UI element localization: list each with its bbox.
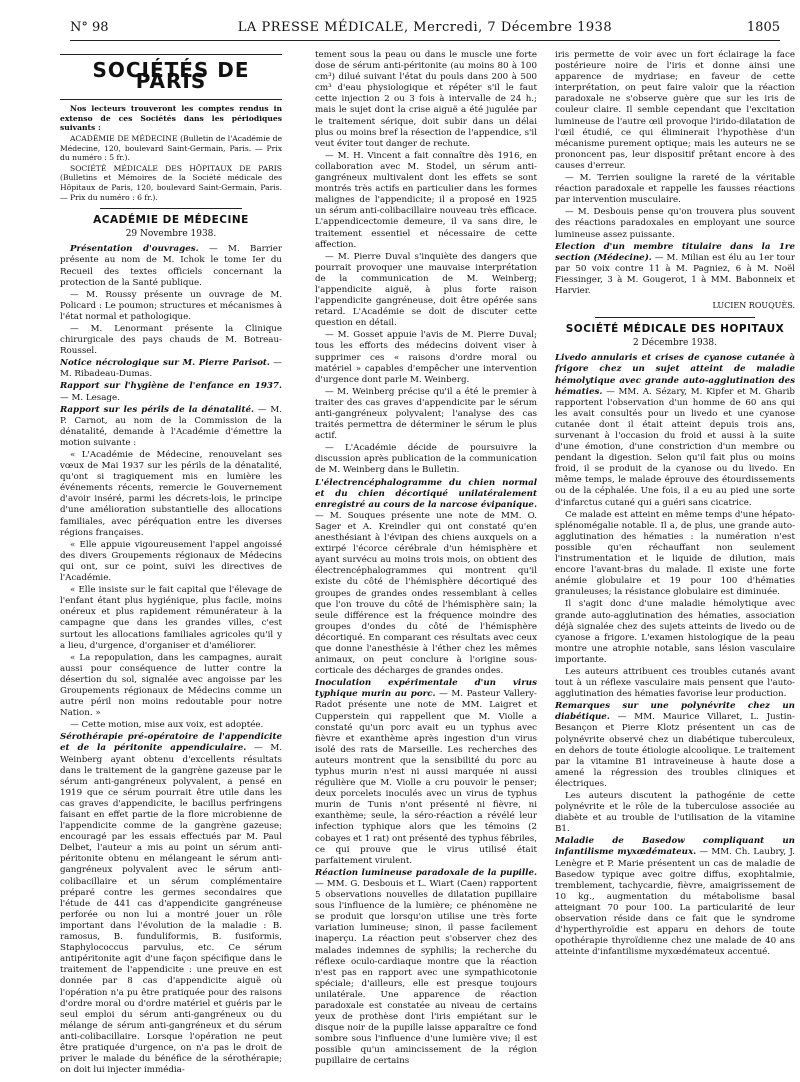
paragraph-heading: Présentation d'ouvrages. [70, 244, 199, 255]
intro-note: Nos lecteurs trouveront les comptes rendus in extenso de ces Sociétés dans les périodiques suivants : [60, 104, 282, 133]
paragraph-heading: Notice nécrologique sur M. Pierre Parisot. [60, 358, 270, 369]
paragraph: — M. Terrien souligne la rareté de la véritable réaction paradoxale et rappelle les fausses réactions par intervention musculaire. [555, 173, 795, 206]
paragraph [60, 381, 282, 403]
page-number: 1805 [746, 20, 780, 35]
paragraph [60, 405, 282, 449]
divider [60, 99, 282, 100]
ref-hopitaux: SOCIÉTÉ MÉDICALE DES HÔPITAUX DE PARIS (Bulletins et Mémoires de la Société médicale des Hôpitaux de Paris, 120, boulevard Saint-Germain, Paris. — Prix du numéro : 6 fr.). [60, 163, 282, 202]
section-title: ACADÉMIE DE MÉDECINE [93, 214, 249, 227]
column-2 [315, 50, 537, 1075]
paragraph-heading: Inoculation expérimentale d'un virus typhique murin au porc. [315, 678, 537, 700]
paragraph: tement sous la peau ou dans le muscle une forte dose de sérum anti-péritonite (au moins 80 à 100 cm³) dilué suivant l'état du pouls dans 200 à 500 cm³ d'eau physiologique et répéter s'il le faut cette injection 2 ou 3 fois à intervalle de 24 h.; mais le sujet dont la crise aiguë a été jugulée par le traitement sérique, doit subir dans un délai plus ou moins bref la résection de l'appendice, s'il veut éviter tout danger de rechute. [315, 50, 537, 149]
paragraph: — L'Académie décide de poursuivre la discussion après publication de la communication de M. Weinberg dans le Bulletin. [315, 443, 537, 476]
paragraph-heading: Rapport sur les périls de la dénatalité. [60, 404, 255, 415]
paragraph-text: — M. Pasteur Vallery-Radot présente une note de MM. Laigret et Cupperstein qui rappellent que M. Violle a constaté qu'un porc avait eu un typhus avec fièvre et exanthème après ingestion d'un virus isolé des rats de Marseille. Les recherches des auteurs montrent que la sensibilité du porc au typhus murin n'est ni aussi marquée ni aussi régulière que M. Violle a cru pouvoir le penser; deux porcelets inoculés avec un virus de typhus murin de Tunis n'ont présenté ni fièvre, ni exanthème; seule, la séro-réaction a révélé leur infection typhique alors que les témoins (2 cobayes et 1 rat) ont présenté des typhus fébriles, ce qui prouve que le virus utilisé était parfaitement virulent. [315, 689, 537, 866]
paragraph [315, 868, 537, 1068]
paragraph: « L'Académie de Médecine, renouvelant ses vœux de Mai 1937 sur les périls de la dénatalité, qu'ont si tragiquement mis en lumière les événements récents, remercie le Gouvernement d'avoir inséré, parmi les décrets-lois, le principe d'une amélioration substantielle des allocations familiales, avec péréquation entre les diverses régions françaises. [60, 450, 282, 538]
divider [100, 208, 242, 209]
paragraph-text: — M. Barrier présente au nom de M. Ichok le tome Ier du Recueil des textes officiels concernant la protection de la Santé publique. [60, 244, 282, 288]
paragraph: iris permette de voir avec un fort éclairage la face postérieure noire de l'iris et donne ainsi une apparence de mydriase; en faveur de cette interprétation, on peut faire valoir que la réaction paradoxale ne s'observe guère que sur les iris de couleur claire. Il semble cependant que l'excitation lumineuse de l'autre œil provoque l'irido-dilatation de l'œil étudié, ce qui éliminerait l'hypothèse d'un mécanisme purement optique; mais les auteurs ne se prononcent pas, leur dispositif prêtant encore à des causes d'erreur. [555, 50, 795, 171]
paragraph-heading: Sérothérapie pré-opératoire de l'appendicite et de la péritonite appendiculaire. [60, 732, 282, 754]
issue-number: N° 98 [70, 20, 109, 35]
paragraph: « Elle insiste sur le fait capital que l'élevage de l'enfant étant plus hygiénique, plus facile, moins onéreux et plus rapidement rémunérateur à la campagne que dans les grandes villes, c'est surtout les allocations familiales agricoles qu'il y a lieu, d'urgence, d'organiser et d'améliorer. [60, 585, 282, 651]
paragraph: — M. Roussy présente un ouvrage de M. Policard : Le poumon; structures et mécanismes à l'état normal et pathologique. [60, 289, 282, 322]
paragraph: « Elle appuie vigoureusement l'appel angoissé des divers Groupements régionaux de Médecins qui ont, sur ce point, suivi les directives de l'Académie. [60, 539, 282, 584]
paragraph: Ce malade est atteint en même temps d'une hépato-splénomégalie notable. Il a, de plus, une grande auto-agglutination des hématies : la numération n'est possible qu'en réchauffant non seulement l'instrumentation et le liquide de dilution, mais encore l'avant-bras du malade. Il existe une forte anémie globulaire et 19 pour 100 d'hématies granuleuses; la résistance globulaire est diminuée. [555, 509, 795, 598]
paragraph: — M. Pierre Duval s'inquiète des dangers que pourrait provoquer une mauvaise interprétation de la communication de M. Weinberg; l'appendicite aiguë, à plus forte raison l'appendicite gangréneuse, doit être opérée sans retard. L'Académie se doit de discuter cette question en détail. [315, 251, 537, 329]
paragraph: Les auteurs discutent la pathogénie de cette polynévrite et le rôle de la tuberculose associée au diabète et au trouble de l'utilisation de la vitamine B1. [555, 791, 795, 835]
paragraph [60, 358, 282, 380]
paragraph-text: — M. P. Carnot, au nom de la Commission de la dénatalité, demande à l'Académie d'émettre la motion suivante : [60, 404, 282, 448]
paragraph [555, 353, 795, 508]
signature: LUCIEN ROUQUÈS. [712, 301, 795, 311]
paragraph-heading: L'électrencéphalogramme du chien normal et du chien décortiqué unilatéralement enregistré au cours de la narcose évipanique. [315, 477, 537, 510]
paragraph-heading: Livedo annularis et crises de cyanose cutanée à frigore chez un sujet atteint de maladie hémolytique avec grande auto-agglutination des hématies. [555, 353, 795, 397]
main-title: SOCIÉTÉS DE PARIS [92, 58, 250, 94]
divider [595, 317, 755, 318]
paragraph [60, 732, 282, 1075]
paragraph-heading: Remarques sur une polynévrite chez un diabétique. [555, 701, 795, 723]
divider [60, 54, 282, 55]
section-date: 29 Novembre 1938. [125, 229, 217, 240]
paragraph [555, 836, 795, 958]
paragraph: — M. Gosset appuie l'avis de M. Pierre Duval; tous les efforts des médecins doivent viser à supprimer ces « raisons d'ordre moral ou matériel » capables d'empêcher une intervention d'urgence dont parle M. Weinberg. [315, 330, 537, 385]
paragraph-text: — MM. G. Desbouis et L. Wiart (Caen) rapportent 5 observations nouvelles de dilatation pupillaire sous l'influence de la lumière; ce phénomène ne se produit que lorsqu'on utilise une très forte variation lumineuse; sinon, il passe facilement inaperçu. La réaction peut s'observer chez des malades indemnes de syphilis; la recherche du réflexe oculo-cardiaque montre que la réaction n'est pas en rapport avec une sympathicotonie spéciale; d'ailleurs, elle est presque toujours unilatérale. Une apparence de réaction paradoxale est constatée au niveau de certains yeux de prothèse dont l'iris empiétant sur le disque noir de la pupille laisse apparaître ce fond sombre sous l'influence d'une lumière vive; il est possible qu'un amincissement de la région pupillaire de certains [315, 878, 537, 1067]
paragraph [555, 701, 795, 790]
paragraph-text: — M. Souques présente une note de MM. O. Sager et A. Kreindler qui ont constaté qu'en anesthésiant à l'évipan des chiens auxquels on a extirpé l'écorce cérébrale d'un hémisphère et ayant survécu au moins trois mois, on obtient des électrencéphalogrammes qui montrent qu'il existe du côté de l'hémisphère décortiqué des groupes de grandes ondes ressemblant à celles que l'on trouve du côté de l'hémisphère sain; la seule différence est la fréquence moindre des groupes d'ondes du côté de l'hémisphère décortiqué. En comparant ces résultats avec ceux que donne l'anesthésie à l'éther chez les mêmes animaux, on peut conclure à l'origine sous-corticale des décharges de grandes ondes. [315, 510, 537, 677]
ref-academie: ACADÉMIE DE MÉDECINE (Bulletin de l'Académie de Médecine, 120, boulevard Saint-Germain, Paris. — Prix du numéro : 5 fr.). [60, 133, 282, 163]
page-header [70, 18, 780, 41]
paragraph [555, 242, 795, 297]
section-title: SOCIÉTÉ MÉDICALE DES HOPITAUX [565, 323, 785, 336]
section-date: 2 Décembre 1938. [632, 338, 718, 349]
paragraph: — M. Weinberg précise qu'il a été le premier à traiter des cas graves d'appendicite par le sérum anti-gangréneux polyvalent; l'analyse des cas traités permettra de déterminer le sérum le plus actif. [315, 386, 537, 442]
paragraph: — M. Desbouis pense qu'on trouvera plus souvent des réactions paradoxales en employant une source lumineuse assez puissante. [555, 207, 795, 240]
paragraph-text: — MM. Maurice Villaret, L. Justin-Besançon et Pierre Klotz présentent un cas de polynévrite observé chez un diabétique tuberculeux, en dehors de toute étiologie alcoolique. Le traitement par la vitamine B1 intraveineuse à haute dose a amené la régression des troubles cliniques et électriques. [555, 712, 795, 789]
paragraph-text: — MM. A. Sézary, M. Kipfer et M. Gharib rapportent l'observation d'un homme de 60 ans qui les avait consultés pour un livedo et une cyanose cutanée dont il était atteint depuis trois ans, survenant à l'occasion du froid et aussi à la suite d'une émotion, d'une constriction d'un membre ou pendant la digestion. Selon qu'il fait plus ou moins froid, il se produit de la cyanose ou du livedo. En même temps, le malade éprouve des étourdissements ou de la céphalée. Une fois, il a eu au pied une sorte d'infarctus cutané qui a guéri sans cicatrice. [555, 386, 795, 508]
paragraph-text: — M. Lesage. [60, 392, 120, 403]
paragraph: « La repopulation, dans les campagnes, aurait aussi pour conséquence de lutter contre la désertion du sol, signalée avec angoisse par les Groupements régionaux de Médecins comme un autre péril non moins redoutable pour notre Nation. » [60, 652, 282, 719]
paragraph-heading: Maladie de Basedow compliquant un infantilisme myxœdémateux. [555, 836, 795, 858]
paragraph: Les auteurs attribuent ces troubles cutanés avant tout à un réflexe vasculaire mais pensent que l'auto-agglutination des hématies favorise leur production. [555, 666, 795, 700]
column-3 [555, 50, 795, 1075]
column-1 [60, 50, 282, 1075]
paragraph-heading: Election d'un membre titulaire dans la 1re section (Médecine). [555, 241, 795, 263]
paragraph [60, 244, 282, 288]
paragraph-heading: Rapport sur l'hygiène de l'enfance en 1937. [60, 381, 282, 392]
paragraph-text: — M. Weinberg ayant obtenu d'excellents résultats dans le traitement de la gangrène gazeuse par le sérum anti-gangréneux polyvalent, a pensé en 1919 que ce sérum pourrait être utile dans les cas graves d'appendicite, le bacillus perfringens faisant en effet partie de la flore microbienne de l'appendicite comme de la gangrène gazeuse; encouragé par les essais effectués par M. Paul Delbet, l'auteur a mis au point un sérum anti-péritonite obtenu en mélangeant le sérum anti-gangréneux polyvalent avec le sérum anti-colibacillaire et un sérum complémentaire préparé contre les germes secondaires que l'étude de 441 cas d'appendicite gangréneuse perforée ou non lui a montré jouer un rôle important dans l'évolution de la maladie : B. ramosus, B. funduliformis, B. fusiformis, Staphylococcus parvulus, etc. Ce sérum antipéritonite agit d'une façon spécifique dans le traitement de l'appendicite : une preuve en est donnée par 8 cas d'appendicite aiguë où l'opération n'a pu être pratiquée pour des raisons d'ordre moral ou d'ordre matériel et guéris par le seul emploi du sérum anti-gangréneux ou du mélange de sérum anti-gangréneux et du sérum anti-colibacillaire. Lorsque l'opération ne peut être pratiquée d'urgence, on n'a pas le droit de priver le malade du bénéfice de la sérothérapie; on doit lui injecter immédia- [60, 743, 282, 1075]
paragraph [315, 478, 537, 678]
paragraph: Il s'agit donc d'une maladie hémolytique avec grande auto-agglutination des hématies, association déjà signalée chez des sujets atteints de livedo ou de cyanose a frigore. L'examen histologique de la peau montre une atrophie notable, sans lésion vasculaire importante. [555, 599, 795, 665]
paragraph-heading: Réaction lumineuse paradoxale de la pupille. [315, 867, 537, 878]
paragraph-text: — M. Ribadeau-Dumas. [60, 358, 282, 380]
paragraph: — M. Lenormant présente la Clinique chirurgicale des pays chauds de M. Botreau-Roussel. [60, 323, 282, 357]
paragraph-text: — M. Milian est élu au 1er tour par 50 voix contre 11 à M. Pagniez, 6 à M. Noël Fiessinger, 3 à M. Gougerot, 1 à MM. Babonneix et Harvier. [555, 252, 795, 296]
paragraph: — Cette motion, mise aux voix, est adoptée. [70, 720, 264, 731]
paragraph-text: — MM. Ch. Laubry, J. Lenègre et P. Marie présentent un cas de maladie de Basedow typique avec goitre diffus, exophtalmie, tremblement, tachycardie, fièvre, amaigrissement de 10 kg., augmentation du métabolisme basal atteignant 70 pour 100. La particularité de leur observation réside dans ce fait que le syndrome d'hyperthyroïdie est apparu en dehors de toute opothérapie thyroïdienne chez une malade de 40 ans atteinte d'infantilisme myxœdémateux accentué. [555, 847, 795, 958]
journal-title: LA PRESSE MÉDICALE, Mercredi, 7 Décembre 1938 [237, 20, 613, 35]
paragraph [315, 678, 537, 867]
paragraph: — M. H. Vincent a fait connaître dès 1916, en collaboration avec M. Stodel, un sérum anti-gangréneux multivalent dont les effets se sont montrés très actifs en particulier dans les formes malignes de l'appendicite; il a proposé en 1925 un sérum anti-colibacillaire nouveau très efficace. L'appendicectomie demeure, il va sans dire, le traitement essentiel et nécessaire de cette affection. [315, 150, 537, 250]
